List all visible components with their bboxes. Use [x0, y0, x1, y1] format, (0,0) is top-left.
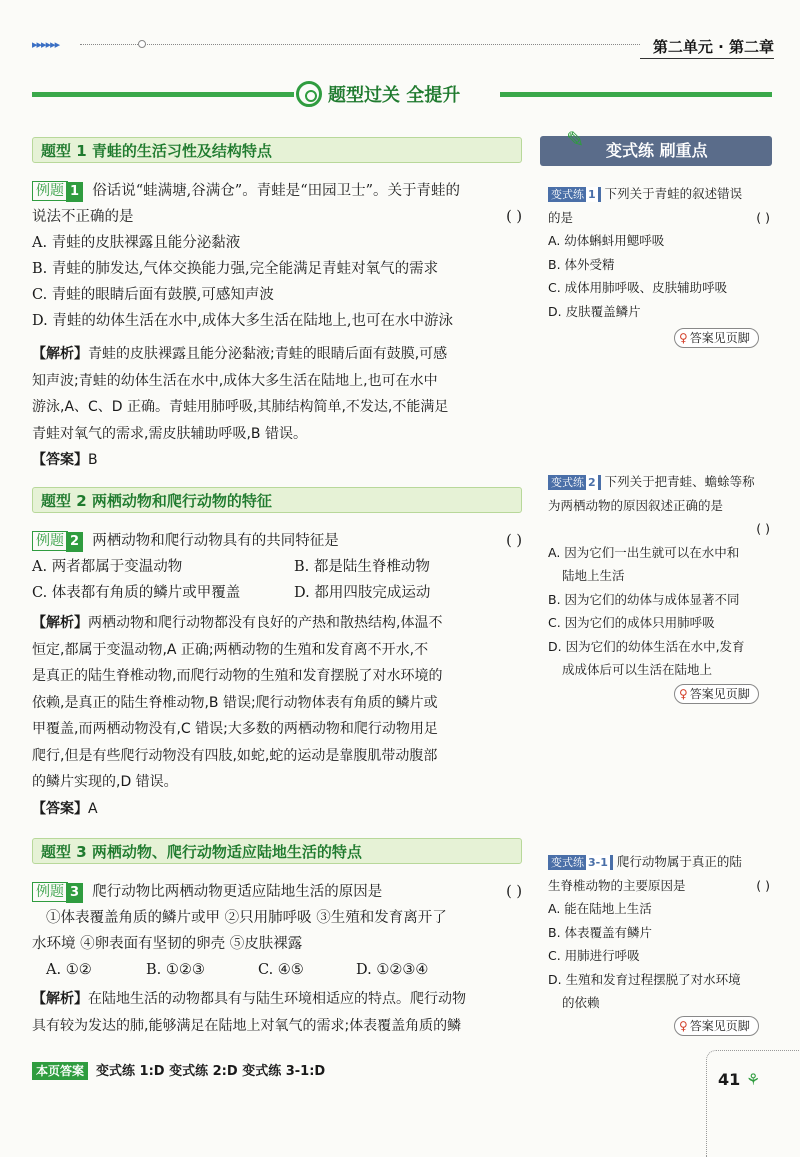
variant-tag: 变式练 2: [548, 475, 601, 490]
option-a: A. 幼体蝌蚪用鳃呼吸: [548, 233, 665, 248]
analysis-line: 的鳞片实现的,D 错误。: [32, 774, 178, 790]
page-answers: [32, 1060, 325, 1080]
option-d-cont: 成成体后可以生活在陆地上: [562, 662, 713, 677]
topic-2-header: 题型 2 两栖动物和爬行动物的特征: [32, 487, 522, 513]
banner-line-right: [500, 92, 772, 97]
option-b: B. 因为它们的幼体与成体显著不同: [548, 591, 740, 607]
option-c: C. 青蛙的眼睛后面有鼓膜,可感知声波: [32, 287, 274, 303]
example-num: 1: [66, 182, 83, 202]
variant-3-1: [548, 850, 770, 1015]
analysis-3: [32, 986, 524, 1039]
page-answers-text: 变式练 1:D 变式练 2:D 变式练 3-1:D: [96, 1064, 326, 1079]
option-c: C. 因为它们的成体只用肺呼吸: [548, 615, 715, 630]
example-tag: 例题: [32, 882, 68, 902]
answer-value: A: [88, 800, 98, 817]
example-num: 2: [66, 532, 83, 552]
analysis-line: 具有较为发达的肺,能够满足在陆地上对氧气的需求;体表覆盖角质的鳞: [32, 1017, 462, 1034]
analysis-line: 在陆地生活的动物都具有与陆生环境相适应的特点。爬行动物: [88, 991, 466, 1007]
option-b: B. 青蛙的肺发达,气体交换能力强,完全能满足青蛙对氧气的需求: [32, 261, 439, 277]
variant-1-stem: 下列关于青蛙的叙述错误: [604, 186, 743, 201]
variant-tag: 变式练 3-1: [548, 855, 613, 870]
answer-bracket: ( ): [506, 209, 522, 225]
variant-2: [548, 470, 770, 682]
option-b: B. 都是陆生脊椎动物: [294, 559, 430, 575]
see-answer-link[interactable]: ♀ 答案见页脚: [674, 328, 759, 348]
option-c: C. ④⑤: [258, 962, 304, 978]
analysis-line: 两栖动物和爬行动物都没有良好的产热和散热结构,体温不: [88, 615, 443, 631]
option-d: D. ①②③④: [356, 962, 429, 978]
variant-2-stem2: 为两栖动物的原因叙述正确的是: [548, 497, 724, 513]
page-corner-frame: [706, 1050, 800, 1157]
example-2: [32, 528, 522, 606]
option-b: B. ①②③: [146, 962, 205, 978]
example-2-stem: 两栖动物和爬行动物具有的共同特征是: [92, 533, 339, 549]
header-divider: [640, 58, 774, 59]
header-dotted-line: [80, 44, 640, 45]
variant-tag: 变式练 1: [548, 187, 601, 202]
analysis-line: 依赖,是真正的陆生脊椎动物,B 错误;爬行动物体表有角质的鳞片或: [32, 694, 438, 711]
option-d: D. 皮肤覆盖鳞片: [548, 303, 641, 319]
header-circle-icon: [138, 40, 146, 48]
option-a: A. 因为它们一出生就可以在水中和: [548, 544, 740, 560]
analysis-tag: 【解析】: [32, 615, 88, 631]
answer-tag: 【答案】: [32, 452, 88, 468]
analysis-line: 是真正的陆生脊椎动物,而爬行动物的生殖和发育摆脱了对水环境的: [32, 668, 443, 684]
answer-bracket: ( ): [756, 209, 770, 225]
header-arrows-icon: ▸▸▸▸▸▸: [32, 38, 60, 51]
option-d: D. 生殖和发育过程摆脱了对水环境: [548, 971, 741, 987]
chapter-title: 第二单元 · 第二章: [652, 38, 774, 56]
bulb-icon: ♀: [679, 1019, 688, 1033]
bulb-icon: ♀: [679, 331, 688, 345]
example-1-stem1: 俗话说“蛙满塘,谷满仓”。青蛙是“田园卫士”。关于青蛙的: [92, 183, 461, 199]
option-b: B. 体表覆盖有鳞片: [548, 924, 653, 940]
section-banner-text: 题型过关 全提升: [328, 85, 461, 106]
analysis-line: 知声波;青蛙的幼体生活在水中,成体大多生活在陆地上,也可在水中: [32, 372, 438, 389]
answer-bracket: ( ): [756, 521, 770, 536]
variant-3-stem2: 生脊椎动物的主要原因是: [548, 877, 686, 893]
answer-value: B: [88, 452, 98, 468]
option-d: D. 青蛙的幼体生活在水中,成体大多生活在陆地上,也可在水中游泳: [32, 313, 454, 329]
variant-3-stem: 爬行动物属于真正的陆: [616, 854, 742, 869]
option-d: D. 因为它们的幼体生活在水中,发育: [548, 638, 745, 654]
example-tag: 例题: [32, 181, 68, 201]
example-3-items1: ①体表覆盖角质的鳞片或甲 ②只用肺呼吸 ③生殖和发育离开了: [46, 910, 447, 926]
topic-3-header: 题型 3 两栖动物、爬行动物适应陆地生活的特点: [32, 838, 522, 864]
analysis-tag: 【解析】: [32, 346, 88, 362]
option-a: A. 两者都属于变温动物: [32, 559, 183, 575]
see-answer-link[interactable]: ♀ 答案见页脚: [674, 684, 759, 704]
analysis-line: 游泳,A、C、D 正确。青蛙用肺呼吸,其肺结构简单,不发达,不能满足: [32, 399, 449, 415]
analysis-tag: 【解析】: [32, 991, 88, 1007]
option-a: A. 青蛙的皮肤裸露且能分泌黏液: [32, 235, 241, 251]
answer-bracket: ( ): [506, 884, 522, 900]
sprout-icon: ⚘: [745, 1070, 761, 1089]
example-1: [32, 178, 522, 334]
analysis-line: 甲覆盖,而两栖动物没有,C 错误;大多数的两栖动物和爬行动物用足: [32, 721, 438, 737]
option-d-cont: 的依赖: [562, 995, 600, 1010]
variant-2-stem: 下列关于把青蛙、蟾蜍等称: [604, 474, 755, 489]
page-number: 41 ⚘: [718, 1070, 761, 1089]
bulb-icon: ♀: [679, 687, 688, 701]
analysis-line: 青蛙对氧气的需求,需皮肤辅助呼吸,B 错误。: [32, 425, 307, 442]
topic-1-header: 题型 1 青蛙的生活习性及结构特点: [32, 137, 522, 163]
variant-1: [548, 182, 770, 323]
option-a-cont: 陆地上生活: [562, 568, 625, 583]
option-d: D. 都用四肢完成运动: [294, 585, 431, 601]
analysis-2: [32, 610, 524, 822]
reader-icon: ✎: [566, 128, 585, 153]
variant-1-stem2: 的是: [548, 209, 574, 225]
answer-bracket: ( ): [506, 533, 522, 549]
analysis-line: 青蛙的皮肤裸露且能分泌黏液;青蛙的眼睛后面有鼓膜,可感: [88, 346, 448, 362]
option-a: A. 能在陆地上生活: [548, 901, 652, 916]
option-a: A. ①②: [46, 962, 92, 978]
option-c: C. 体表都有角质的鳞片或甲覆盖: [32, 585, 241, 601]
analysis-line: 恒定,都属于变温动物,A 正确;两栖动物的生殖和发育离不开水,不: [32, 641, 429, 658]
answer-tag: 【答案】: [32, 800, 88, 817]
answer-bracket: ( ): [756, 877, 770, 893]
section-banner: [296, 80, 500, 108]
example-num: 3: [66, 883, 83, 903]
example-tag: 例题: [32, 531, 68, 551]
see-answer-link[interactable]: ♀ 答案见页脚: [674, 1016, 759, 1036]
option-c: C. 成体用肺呼吸、皮肤辅助呼吸: [548, 280, 728, 295]
example-1-stem2: 说法不正确的是: [32, 209, 134, 225]
option-c: C. 用肺进行呼吸: [548, 948, 640, 963]
banner-line-left: [32, 92, 294, 97]
analysis-line: 爬行,但是有些爬行动物没有四肢,如蛇,蛇的运动是靠腹肌带动腹部: [32, 747, 438, 764]
option-b: B. 体外受精: [548, 256, 615, 272]
side-panel-title: 变式练 刷重点: [540, 136, 772, 166]
example-3-stem: 爬行动物比两栖动物更适应陆地生活的原因是: [92, 884, 383, 900]
example-3-items2: 水环境 ④卵表面有坚韧的卵壳 ⑤皮肤裸露: [32, 936, 303, 952]
analysis-1: [32, 341, 524, 474]
example-3: [32, 879, 522, 983]
swirl-icon: [296, 81, 322, 107]
page-answers-tag: 本页答案: [32, 1062, 88, 1080]
